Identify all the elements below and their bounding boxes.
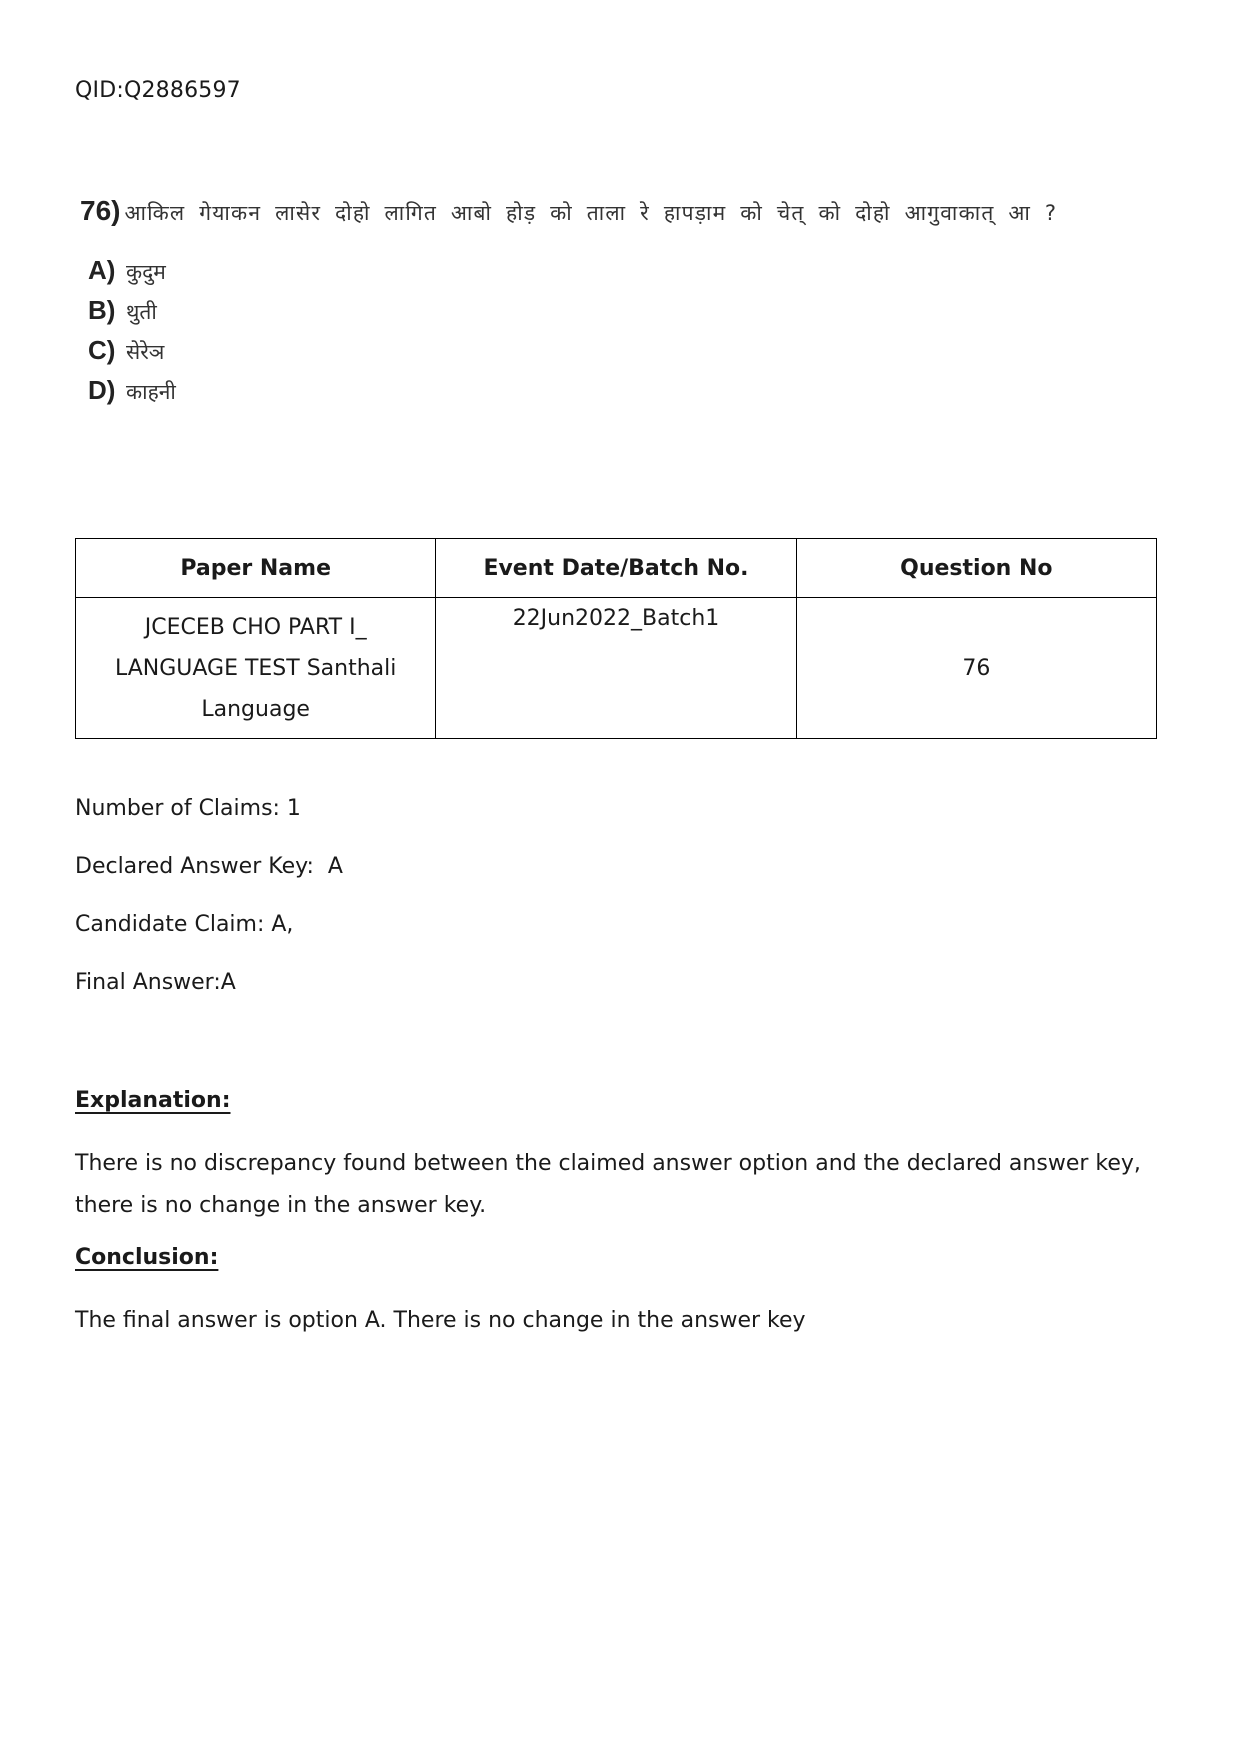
option-letter: A) xyxy=(88,255,116,285)
table-row xyxy=(76,598,1157,739)
claim-stats xyxy=(75,796,343,1028)
option-text: कुदुम xyxy=(126,260,166,284)
declared-answer-key: Declared Answer Key: A xyxy=(75,854,343,879)
explanation-text: There is no discrepancy found between the claimed answer option and the declared answer key, there is no change in the answer key. xyxy=(75,1151,1141,1218)
options-list xyxy=(80,255,1180,415)
option-letter: B) xyxy=(88,295,116,325)
qid-label: QID:Q2886597 xyxy=(75,78,241,103)
option-text: थुती xyxy=(126,300,157,324)
header-paper-name: Paper Name xyxy=(76,539,436,598)
paper-info-table xyxy=(75,538,1157,739)
cell-event-batch: 22Jun2022_Batch1 xyxy=(436,598,796,739)
option-c xyxy=(88,335,1180,375)
header-question-no: Question No xyxy=(796,539,1156,598)
conclusion-text: The final answer is option A. There is no change in the answer key xyxy=(75,1308,806,1333)
option-letter: C) xyxy=(88,335,116,365)
explanation-heading: Explanation: xyxy=(75,1088,231,1113)
cell-paper-name: JCECEB CHO PART I_ LANGUAGE TEST Santhali Language xyxy=(76,598,436,739)
conclusion-heading: Conclusion: xyxy=(75,1245,219,1270)
question-block xyxy=(80,195,1180,415)
number-of-claims: Number of Claims: 1 xyxy=(75,796,301,821)
candidate-claim: Candidate Claim: A, xyxy=(75,912,294,937)
option-a xyxy=(88,255,1180,295)
option-text: काहनी xyxy=(126,380,176,404)
question-line xyxy=(80,195,1180,227)
question-text: आकिल गेयाकन लासेर दोहो लागित आबो होड़ को ताला रे हापड़ाम को चेत् को दोहो आगुवाकात् आ ? xyxy=(124,201,1058,225)
option-letter: D) xyxy=(88,375,116,405)
option-d xyxy=(88,375,1180,415)
header-event-batch: Event Date/Batch No. xyxy=(436,539,796,598)
table-header-row xyxy=(76,539,1157,598)
option-text: सेरेञ xyxy=(126,340,165,364)
final-answer: Final Answer:A xyxy=(75,970,236,995)
option-b xyxy=(88,295,1180,335)
cell-question-no: 76 xyxy=(796,598,1156,739)
question-number: 76) xyxy=(80,195,121,226)
